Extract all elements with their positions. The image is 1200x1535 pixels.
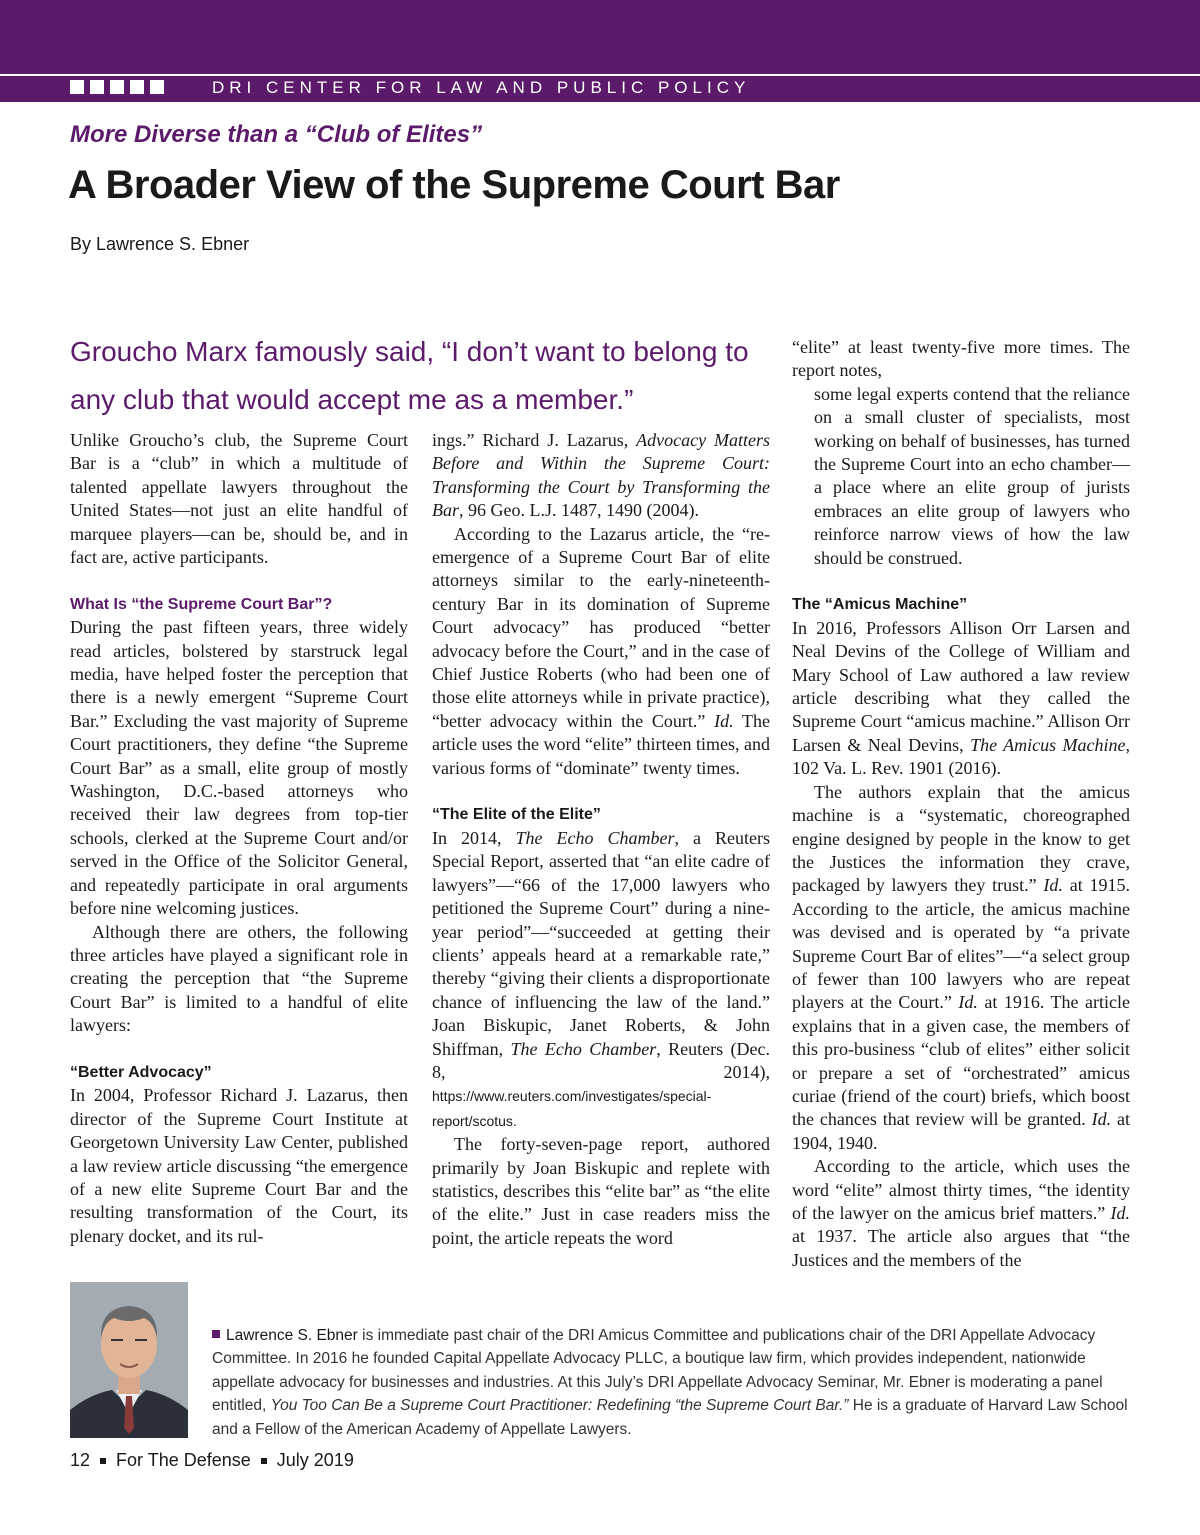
square-icon — [90, 80, 104, 94]
square-icon — [110, 80, 124, 94]
publication-name: For The Defense — [116, 1450, 251, 1470]
header-squares — [70, 80, 164, 94]
page-footer — [70, 1450, 354, 1471]
square-icon — [150, 80, 164, 94]
section-header-bar — [0, 74, 1200, 102]
paragraph: In 2016, Professors Allison Orr Larsen and Neal Devins of the College of William and Mary School of Law authored a law review article describing what they called the Supreme Court “amicus machine.” Allison Orr Larsen & Neal Devins, The Amicus Machine, 102 Va. L. Rev. 1901 (2016). — [792, 617, 1131, 779]
author-name: Lawrence S. Ebner — [226, 1327, 358, 1344]
author-bio: Lawrence S. Ebner is immediate past chair of the DRI Amicus Committee and publications chair of the DRI Appellate Advocacy Committee. In 2016 he founded Capital Appellate Advocacy PLLC, a boutique law firm, which provides independent, nationwide appellate advocacy for businesses and industries. At this July’s DRI Appellate Advocacy Seminar, Mr. Ebner is moderating a panel entitled, You Too Can Be a Supreme Court Practitioner: Redefining “the Supreme Court Bar.” He is a graduate of Harvard Law School and a Fellow of the American Academy of Appellate Lawyers. — [212, 1327, 1128, 1438]
author-photo — [70, 1282, 188, 1438]
subsection-heading: The “Amicus Machine” — [792, 596, 968, 614]
paragraph: According to the article, which uses the word “elite” almost thirty times, “the identity of the lawyer on the amicus brief matters.” Id. at 1937. The article also argues that “the Justices and the members of the — [792, 1156, 1130, 1270]
paragraph: Unlike Groucho’s club, the Supreme Court Bar is a “club” in which a multitude of talented appellate lawyers throughout the United States—not just an elite handful of marquee players—can be, should be, and in fact are, active participants. — [70, 430, 408, 568]
text-column-3 — [792, 336, 1130, 1272]
text-column-1 — [70, 429, 408, 1248]
article-kicker: More Diverse than a “Club of Elites” — [70, 121, 483, 148]
paragraph: In 2014, The Echo Chamber, a Reuters Special Report, asserted that “an elite cadre of lawyers”—“66 of the 17,000 lawyers who petitioned the Supreme Court” during a nine-year period”—“succeeded at getting their clients’ appeals heard at a remarkable rate,” thereby “giving their clients a disproportionate chance of influencing the law of the land.” Joan Biskupic, Janet Roberts, & John Shiffman, The Echo Chamber, Reuters (Dec. 8, 2014), https://www.reuters.com/investigates/special-report/scotus. — [432, 827, 770, 1129]
author-portrait-icon — [70, 1282, 188, 1438]
paragraph: ings.” Richard J. Lazarus, Advocacy Matters Before and Within the Supreme Court: Transforming the Court by Transforming the Bar, 96 Geo. L.J. 1487, 1490 (2004). — [432, 430, 770, 521]
top-color-band — [0, 0, 1200, 74]
report-link[interactable]: https://www.reuters.com/investigates/special-report/scotus. — [432, 1088, 712, 1129]
separator-dot-icon — [261, 1458, 267, 1464]
paragraph: During the past fifteen years, three widely read articles, bolstered by starstruck legal media, have helped foster the perception that there is a newly emergent “Supreme Court Bar.” Excluding the vast majority of Supreme Court practitioners, they define “the Supreme Court Bar” as a small, elite group of mostly Washington, D.C.-based attorneys who received their law degrees from top-tier schools, clerked at the Supreme Court and/or served in the Office of the Solicitor General, and repeatedly participate in oral arguments before nine welcoming justices. — [70, 617, 408, 919]
paragraph: In 2004, Professor Richard J. Lazarus, then director of the Supreme Court Institute at Georgetown University Law Center, published a law review article discussing “the emergence of a new elite Supreme Court Bar and the resulting transformation of the Court, its plenary docket, and its rul- — [70, 1085, 408, 1246]
citation-title: Advocacy Matters Before and Within the Supreme Court: Transforming the Court by Transforming the Bar — [432, 430, 770, 521]
paragraph: “elite” at least twenty-five more times. The report notes, — [792, 337, 1130, 381]
article-byline: By Lawrence S. Ebner — [70, 234, 250, 254]
section-title: DRI CENTER FOR LAW AND PUBLIC POLICY — [212, 78, 751, 97]
page-number: 12 — [70, 1450, 91, 1470]
section-heading: What Is “the Supreme Court Bar”? — [70, 595, 333, 613]
pull-quote: Groucho Marx famously said, “I don’t want to belong to any club that would accept me as a member.” — [70, 336, 749, 415]
subsection-heading: “The Elite of the Elite” — [432, 806, 601, 824]
text-column-2 — [432, 429, 770, 1250]
paragraph: According to the Lazarus article, the “re-emergence of a Supreme Court Bar of elite attorneys similar to the early-nineteenth-century Bar in its domination of Supreme Court advocacy” has produced “better advocacy before the Court,” and in the case of Chief Justice Roberts (who had been one of those elite attorneys while in private practice), “better advocacy within the Court.” Id. The article uses the word “elite” thirteen times, and various forms of “dominate” twenty times. — [432, 523, 770, 778]
square-icon — [130, 80, 144, 94]
panel-title: You Too Can Be a Supreme Court Practitioner: Redefining “the Supreme Court Bar.” — [270, 1397, 849, 1415]
bullet-square-icon — [212, 1330, 220, 1338]
paragraph: The forty-seven-page report, authored primarily by Joan Biskupic and replete with statistics, describes this “elite bar” as “the elite of the elite.” Just in case readers miss the point, the article repeats the word — [432, 1134, 770, 1248]
subsection-heading: “Better Advocacy” — [70, 1063, 212, 1081]
paragraph: The authors explain that the amicus machine is a “systematic, choreographed engine designed by people in the know to get the Justices the information they crave, packaged by lawyers they trust.” Id. at 1915. According to the article, the amicus machine was devised and is operated by “a private Supreme Court Bar of elites”—“a select group of fewer than 100 lawyers who are repeat players at the Court.” Id. at 1916. The article explains that in a given case, the members of this pro-business “club of elites” either solicit or prepare a set of “orchestrated” amicus curiae (friend of the court) briefs, which boost the chances that review will be granted. Id. at 1904, 1940. — [792, 781, 1130, 1153]
block-quote: some legal experts contend that the reliance on a small cluster of specialists, most working on behalf of businesses, has turned the Supreme Court into an echo chamber—a place where an elite group of jurists embraces an elite group of lawyers who reinforce narrow views of how the law should be construed. — [814, 383, 1130, 568]
square-icon — [70, 80, 84, 94]
article-title: A Broader View of the Supreme Court Bar — [68, 163, 840, 207]
paragraph: Although there are others, the following three articles have played a significant role in creating the perception that “the Supreme Court Bar” is limited to a handful of elite lawyers: — [70, 921, 408, 1036]
issue-date: July 2019 — [276, 1450, 354, 1470]
separator-dot-icon — [100, 1458, 106, 1464]
